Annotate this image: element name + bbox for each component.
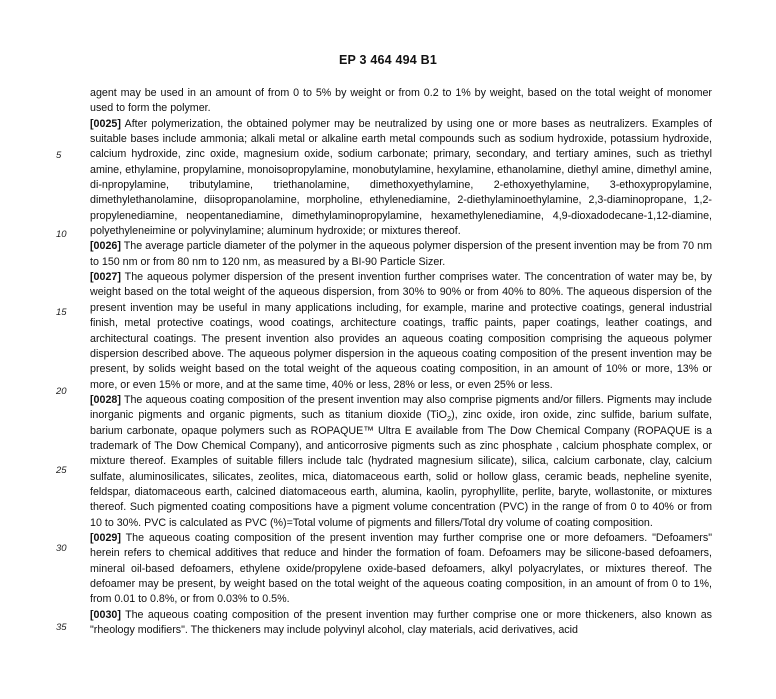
subscript: 2	[446, 414, 452, 424]
paragraph-number: [0030]	[90, 608, 121, 621]
line-number: 5	[56, 150, 62, 161]
paragraph-0029	[90, 531, 712, 608]
line-number: 35	[56, 622, 67, 633]
paragraph-text: The aqueous polymer dispersion of the present invention further comprises water. The concentration of water may be, by weight based on the total weight of the aqueous dispersion, from 30% to 90% or from 40% to 80%. The aqueous dispersion of the present invention may be useful in many applications including, for example, marine and protective coatings, general industrial finish, metal protective coatings, wood coatings, architecture coatings, traffic paints, paper coatings, leather coatings, and architectural coatings. The present invention also provides an aqueous coating composition comprising the aqueous polymer dispersion described above. The aqueous polymer dispersion in the aqueous coating composition of the present invention may be present, by solids weight based on the total weight of the aqueous coating composition, in an amount of 10% or more, 13% or more, or even 15% or more, and at the same time, 40% or less, 28% or less, or even 25% or less.	[90, 271, 713, 391]
paragraph-number: [0025]	[90, 117, 121, 130]
paragraph-0026	[90, 239, 712, 270]
paragraph-number: [0027]	[90, 271, 121, 284]
line-number: 15	[56, 307, 67, 318]
paragraph-0030	[90, 608, 712, 639]
paragraph-text: The aqueous coating composition of the present invention may also comprise pigments and/or fillers. Pigments may include inorganic pigments and organic pigments, such as titanium dioxide (TiO	[90, 393, 713, 422]
line-number: 25	[56, 465, 67, 476]
line-number: 30	[56, 543, 67, 554]
paragraph-number: [0028]	[90, 393, 121, 406]
page-header: EP 3 464 494 B1	[339, 53, 437, 67]
paragraph-text: agent may be used in an amount of from 0 to 5% by weight or from 0.2 to 1% by weight, based on the total weight of monomer used to form the polymer.	[90, 87, 712, 115]
paragraph-0027	[90, 270, 712, 393]
line-number: 20	[56, 386, 67, 397]
paragraph-text: ), zinc oxide, iron oxide, zinc sulfide, barium sulfate, barium carbonate, opaque polymers such as ROPAQUE™ Ultra E available from The Dow Chemical Company (ROPAQUE is a trademark of The Dow Chemical Company), and anticorrosive pigments such as zinc phosphate , calcium phosphate complex, or mixture thereof. Examples of suitable fillers include talc (hydrated magnesium silicate), silica, calcium carbonate, clay, calcium sulfate, aluminosilicates, silicates, zeolites, mica, diatomaceous earth, solid or hollow glass, ceramic beads, nepheline syenite, feldspar, diatomaceous earth, calcined diatomaceous earth, alumina, kaolin, pyrophyllite, perlite, baryte, wollastonite, or mixtures thereof. Such pigmented coating compositions have a pigment volume concentration (PVC) in the range of from 0 to 40% or from 10 to 30%. PVC is calculated as PVC (%)=Total volume of pigments and fillers/Total dry volume of coating composition.	[90, 409, 712, 529]
paragraph-number: [0029]	[90, 531, 121, 544]
line-number: 10	[56, 229, 67, 240]
description-body	[90, 86, 712, 638]
paragraph-text: The average particle diameter of the polymer in the aqueous polymer dispersion of the present invention may be from 70 nm to 150 nm or from 80 nm to 120 nm, as measured by a BI-90 Particle Sizer.	[90, 240, 712, 268]
paragraph-continued	[90, 86, 712, 117]
paragraph-text: The aqueous coating composition of the present invention may further comprise one or more thickeners, also known as "rheology modifiers". The thickeners may include polyvinyl alcohol, clay materials, acid derivatives, acid	[90, 608, 712, 637]
paragraph-text: After polymerization, the obtained polymer may be neutralized by using one or more bases as neutralizers. Examples of suitable bases include ammonia; alkali metal or alkaline earth metal compounds such as sodium hydroxide, potassium hydroxide, calcium hydroxide, zinc oxide, magnesium oxide, sodium carbonate; primary, secondary, and tertiary amines, such as triethyl amine, ethylamine, propylamine, monoisopropylamine, monobutylamine, hexylamine, ethanolamine, diethyl amine, dimethyl amine, di-npropylamine, tributylamine, triethanolamine, dimethoxyethylamine, 2-ethoxyethylamine, 3-ethoxypropylamine, dimethylethanolamine, diisopropanolamine, morpholine, ethylenediamine, 2-diethylaminoethylamine, 2,3-diaminopropane, 1,2-propylenediamine, neopentanediamine, dimethylaminopropylamine, hexamethylenediamine, 4,9-dioxadodecane-1,12-diamine, polyethyleneimine or polyvinylamine; aluminum hydroxide; or mixtures thereof.	[90, 117, 712, 238]
paragraph-number: [0026]	[90, 240, 121, 253]
paragraph-0028	[90, 393, 712, 531]
paragraph-0025	[90, 117, 712, 240]
paragraph-text: The aqueous coating composition of the present invention may further comprise one or more defoamers. "Defoamers" herein refers to chemical additives that reduce and hinder the formation of foam. Defoamers may be silicone-based defoamers, mineral oil-based defoamers, ethylene oxide/propylene oxide-based defoamers, alkyl polyacrylates, or mixtures thereof. The defoamer may be present, by weight based on the total weight of the aqueous coating composition, in an amount of from 0 to 1%, from 0.01 to 0.8%, or from 0.03% to 0.5%.	[90, 531, 712, 606]
